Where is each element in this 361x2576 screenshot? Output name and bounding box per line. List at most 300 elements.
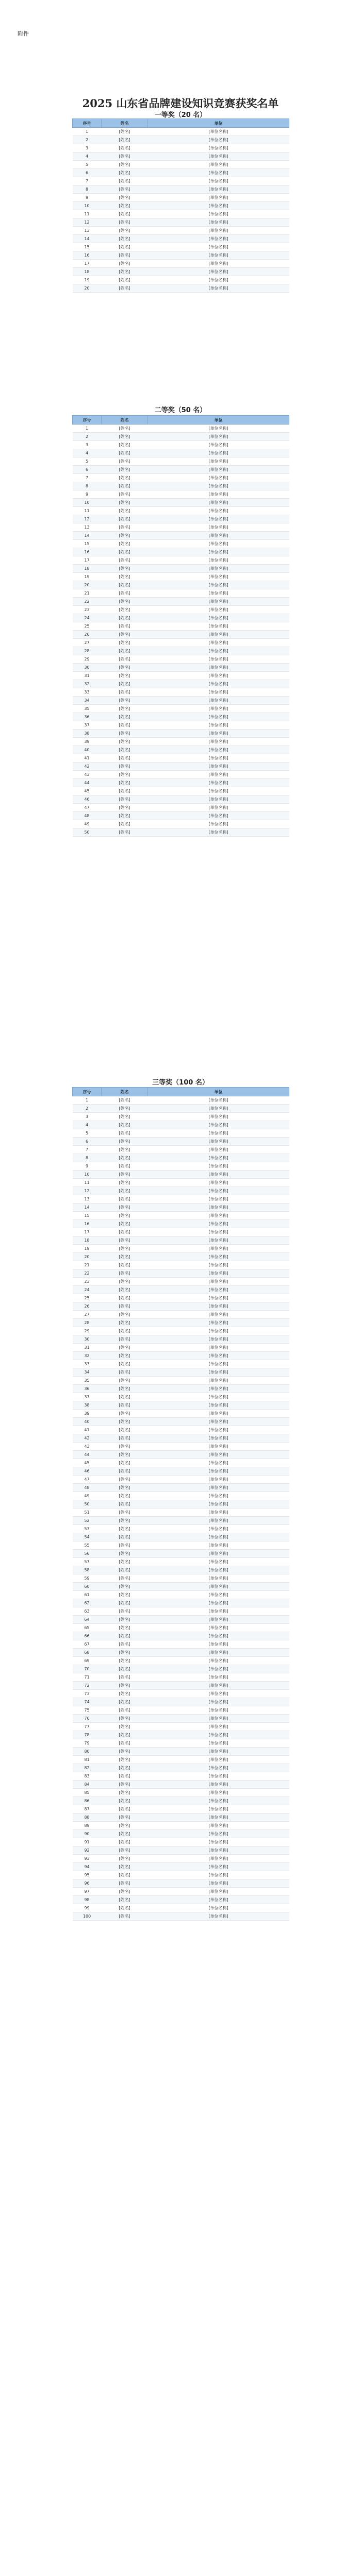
winner-name: [姓名]	[102, 1871, 148, 1879]
winner-name: [姓名]	[102, 1822, 148, 1830]
table-row	[73, 1113, 289, 1121]
winner-unit: [单位名称]	[148, 1129, 289, 1138]
row-number: 2	[73, 136, 102, 144]
row-number: 68	[73, 1649, 102, 1657]
winner-name: [姓名]	[102, 746, 148, 754]
winner-name: [姓名]	[102, 441, 148, 449]
winner-name: [姓名]	[102, 1484, 148, 1492]
winner-unit: [单位名称]	[148, 1533, 289, 1541]
winner-unit: [单位名称]	[148, 1649, 289, 1657]
row-number: 13	[73, 227, 102, 235]
winner-name: [姓名]	[102, 1632, 148, 1640]
row-number: 36	[73, 713, 102, 721]
winner-unit: [单位名称]	[148, 515, 289, 523]
winner-unit: [单位名称]	[148, 210, 289, 218]
row-number: 71	[73, 1673, 102, 1682]
winner-name: [姓名]	[102, 1154, 148, 1162]
winner-name: [姓名]	[102, 1335, 148, 1344]
row-number: 14	[73, 1204, 102, 1212]
winner-name: [姓名]	[102, 1451, 148, 1459]
table-row	[73, 556, 289, 565]
winner-name: [姓名]	[102, 647, 148, 655]
winner-unit: [单位名称]	[148, 1162, 289, 1171]
table-row	[73, 730, 289, 738]
winner-name: [姓名]	[102, 548, 148, 556]
winner-unit: [单位名称]	[148, 457, 289, 466]
table-row	[73, 713, 289, 721]
table-row	[73, 1896, 289, 1904]
winner-unit: [单位名称]	[148, 482, 289, 490]
winner-name: [姓名]	[102, 499, 148, 507]
winner-unit: [单位名称]	[148, 218, 289, 227]
winner-name: [姓名]	[102, 1805, 148, 1814]
winner-name: [姓名]	[102, 1129, 148, 1138]
row-number: 52	[73, 1517, 102, 1525]
winner-name: [姓名]	[102, 1723, 148, 1731]
table-row	[73, 762, 289, 771]
row-number: 89	[73, 1822, 102, 1830]
table-row	[73, 1401, 289, 1410]
winner-unit: [单位名称]	[148, 441, 289, 449]
winner-unit: [单位名称]	[148, 144, 289, 152]
winner-unit: [单位名称]	[148, 738, 289, 746]
table-row	[73, 631, 289, 639]
winner-unit: [单位名称]	[148, 1236, 289, 1245]
winner-unit: [单位名称]	[148, 1591, 289, 1599]
row-number: 20	[73, 284, 102, 293]
row-number: 58	[73, 1566, 102, 1574]
winner-name: [姓名]	[102, 573, 148, 581]
header-number: 序号	[73, 416, 102, 425]
winner-name: [姓名]	[102, 1302, 148, 1311]
winner-unit: [单位名称]	[148, 1748, 289, 1756]
winner-name: [姓名]	[102, 1698, 148, 1706]
winner-unit: [单位名称]	[148, 1550, 289, 1558]
table-row	[73, 820, 289, 828]
winner-name: [姓名]	[102, 1245, 148, 1253]
row-number: 74	[73, 1698, 102, 1706]
row-number: 56	[73, 1550, 102, 1558]
winner-name: [姓名]	[102, 185, 148, 194]
row-number: 2	[73, 433, 102, 441]
winner-unit: [单位名称]	[148, 136, 289, 144]
row-number: 43	[73, 771, 102, 779]
winner-unit: [单位名称]	[148, 1896, 289, 1904]
table-row	[73, 540, 289, 548]
winner-unit: [单位名称]	[148, 688, 289, 697]
row-number: 8	[73, 1154, 102, 1162]
table-row	[73, 1682, 289, 1690]
winner-unit: [单位名称]	[148, 1682, 289, 1690]
winner-unit: [单位名称]	[148, 1269, 289, 1278]
winner-unit: [单位名称]	[148, 1319, 289, 1327]
table-row	[73, 1204, 289, 1212]
winner-name: [姓名]	[102, 1509, 148, 1517]
row-number: 17	[73, 556, 102, 565]
winner-unit: [单位名称]	[148, 1212, 289, 1220]
table-row	[73, 1566, 289, 1574]
table-header-row	[73, 1088, 289, 1096]
winner-name: [姓名]	[102, 515, 148, 523]
winner-name: [姓名]	[102, 787, 148, 795]
winner-name: [姓名]	[102, 433, 148, 441]
winner-name: [姓名]	[102, 754, 148, 762]
row-number: 7	[73, 1146, 102, 1154]
row-number: 6	[73, 169, 102, 177]
winner-unit: [单位名称]	[148, 268, 289, 276]
table-row	[73, 1352, 289, 1360]
table-row	[73, 573, 289, 581]
row-number: 35	[73, 705, 102, 713]
winner-name: [姓名]	[102, 1269, 148, 1278]
winner-name: [姓名]	[102, 1690, 148, 1698]
table-row	[73, 1698, 289, 1706]
winner-unit: [单位名称]	[148, 499, 289, 507]
table-row	[73, 655, 289, 664]
winner-unit: [单位名称]	[148, 1459, 289, 1467]
winner-name: [姓名]	[102, 1162, 148, 1171]
winner-name: [姓名]	[102, 655, 148, 664]
row-number: 41	[73, 1426, 102, 1434]
row-number: 86	[73, 1797, 102, 1805]
winner-unit: [单位名称]	[148, 507, 289, 515]
winner-unit: [单位名称]	[148, 804, 289, 812]
winner-name: [姓名]	[102, 581, 148, 589]
row-number: 90	[73, 1830, 102, 1838]
winner-unit: [单位名称]	[148, 1772, 289, 1781]
winner-unit: [单位名称]	[148, 1327, 289, 1335]
table-row	[73, 1814, 289, 1822]
row-number: 26	[73, 1302, 102, 1311]
header-name: 姓名	[102, 416, 148, 425]
winner-name: [姓名]	[102, 1574, 148, 1583]
row-number: 24	[73, 614, 102, 622]
winner-unit: [单位名称]	[148, 449, 289, 457]
winner-name: [姓名]	[102, 589, 148, 598]
table-row	[73, 1616, 289, 1624]
winner-unit: [单位名称]	[148, 1401, 289, 1410]
winner-name: [姓名]	[102, 1377, 148, 1385]
winner-unit: [单位名称]	[148, 1179, 289, 1187]
table-row	[73, 1533, 289, 1541]
header-unit: 单位	[148, 1088, 289, 1096]
winner-name: [姓名]	[102, 1096, 148, 1105]
winner-name: [姓名]	[102, 1286, 148, 1294]
winner-unit: [单位名称]	[148, 1204, 289, 1212]
winner-name: [姓名]	[102, 1401, 148, 1410]
table-row	[73, 1302, 289, 1311]
table-row	[73, 680, 289, 688]
table-row	[73, 482, 289, 490]
winner-name: [姓名]	[102, 771, 148, 779]
table-row	[73, 1830, 289, 1838]
winner-name: [姓名]	[102, 1236, 148, 1245]
row-number: 16	[73, 1220, 102, 1228]
table-row	[73, 1236, 289, 1245]
winner-unit: [单位名称]	[148, 1599, 289, 1607]
winner-name: [姓名]	[102, 1121, 148, 1129]
winner-name: [姓名]	[102, 1888, 148, 1896]
table-row	[73, 523, 289, 532]
table-row	[73, 1121, 289, 1129]
row-number: 4	[73, 449, 102, 457]
winner-unit: [单位名称]	[148, 1838, 289, 1846]
row-number: 12	[73, 1187, 102, 1195]
winner-name: [姓名]	[102, 284, 148, 293]
winner-unit: [单位名称]	[148, 1195, 289, 1204]
section-heading: 一等奖（20 名）	[154, 111, 207, 119]
table-row	[73, 771, 289, 779]
table-row	[73, 647, 289, 655]
table-row	[73, 441, 289, 449]
row-number: 4	[73, 1121, 102, 1129]
winner-name: [姓名]	[102, 202, 148, 210]
table-row	[73, 1269, 289, 1278]
winner-unit: [单位名称]	[148, 1261, 289, 1269]
table-row	[73, 1591, 289, 1599]
winner-unit: [单位名称]	[148, 746, 289, 754]
row-number: 97	[73, 1888, 102, 1896]
row-number: 39	[73, 1410, 102, 1418]
row-number: 43	[73, 1443, 102, 1451]
winner-unit: [单位名称]	[148, 1566, 289, 1574]
table-row	[73, 251, 289, 260]
table-row	[73, 1748, 289, 1756]
winner-name: [姓名]	[102, 1904, 148, 1912]
row-number: 3	[73, 1113, 102, 1121]
row-number: 99	[73, 1904, 102, 1912]
table-row	[73, 284, 289, 293]
row-number: 81	[73, 1756, 102, 1764]
winner-unit: [单位名称]	[148, 680, 289, 688]
table-row	[73, 1261, 289, 1269]
table-row	[73, 746, 289, 754]
winner-name: [姓名]	[102, 639, 148, 647]
winner-name: [姓名]	[102, 1393, 148, 1401]
table-row	[73, 1154, 289, 1162]
winner-name: [姓名]	[102, 1640, 148, 1649]
winner-name: [姓名]	[102, 1113, 148, 1121]
table-row	[73, 1253, 289, 1261]
winner-name: [姓名]	[102, 490, 148, 499]
winner-name: [姓名]	[102, 556, 148, 565]
winner-name: [姓名]	[102, 1517, 148, 1525]
winner-name: [姓名]	[102, 812, 148, 820]
row-number: 47	[73, 1476, 102, 1484]
winner-unit: [单位名称]	[148, 540, 289, 548]
winner-unit: [单位名称]	[148, 1443, 289, 1451]
row-number: 44	[73, 1451, 102, 1459]
row-number: 9	[73, 490, 102, 499]
winner-unit: [单位名称]	[148, 1451, 289, 1459]
winner-name: [姓名]	[102, 1434, 148, 1443]
winner-unit: [单位名称]	[148, 1368, 289, 1377]
section-heading: 三等奖（100 名）	[152, 1079, 209, 1087]
winner-unit: [单位名称]	[148, 1187, 289, 1195]
winner-unit: [单位名称]	[148, 1616, 289, 1624]
winner-name: [姓名]	[102, 606, 148, 614]
winner-unit: [单位名称]	[148, 639, 289, 647]
winner-name: [姓名]	[102, 1566, 148, 1574]
winner-name: [姓名]	[102, 1855, 148, 1863]
row-number: 66	[73, 1632, 102, 1640]
winner-unit: [单位名称]	[148, 1096, 289, 1105]
table-row	[73, 598, 289, 606]
winner-name: [姓名]	[102, 177, 148, 185]
row-number: 29	[73, 655, 102, 664]
winner-unit: [单位名称]	[148, 532, 289, 540]
winner-name: [姓名]	[102, 152, 148, 161]
winner-name: [姓名]	[102, 457, 148, 466]
winner-unit: [单位名称]	[148, 1706, 289, 1715]
row-number: 8	[73, 482, 102, 490]
winner-name: [姓名]	[102, 1558, 148, 1566]
table-row	[73, 1360, 289, 1368]
table-row	[73, 136, 289, 144]
winner-unit: [单位名称]	[148, 185, 289, 194]
table-row	[73, 1525, 289, 1533]
winner-unit: [单位名称]	[148, 1500, 289, 1509]
row-number: 15	[73, 540, 102, 548]
winner-unit: [单位名称]	[148, 565, 289, 573]
row-number: 50	[73, 828, 102, 837]
winner-name: [姓名]	[102, 243, 148, 251]
table-row	[73, 622, 289, 631]
winner-name: [姓名]	[102, 721, 148, 730]
table-row	[73, 738, 289, 746]
row-number: 10	[73, 1171, 102, 1179]
winner-name: [姓名]	[102, 1385, 148, 1393]
winner-unit: [单位名称]	[148, 1756, 289, 1764]
row-number: 93	[73, 1855, 102, 1863]
table-row	[73, 169, 289, 177]
winner-name: [姓名]	[102, 1187, 148, 1195]
table-row	[73, 1912, 289, 1921]
row-number: 18	[73, 1236, 102, 1245]
row-number: 38	[73, 1401, 102, 1410]
row-number: 87	[73, 1805, 102, 1814]
table-row	[73, 218, 289, 227]
winner-name: [姓名]	[102, 1846, 148, 1855]
winner-name: [姓名]	[102, 169, 148, 177]
winner-unit: [单位名称]	[148, 730, 289, 738]
award-table	[72, 415, 289, 837]
table-row	[73, 449, 289, 457]
winner-name: [姓名]	[102, 1838, 148, 1846]
row-number: 75	[73, 1706, 102, 1715]
winner-unit: [单位名称]	[148, 1385, 289, 1393]
winner-name: [姓名]	[102, 1327, 148, 1335]
winner-unit: [单位名称]	[148, 1690, 289, 1698]
table-row	[73, 425, 289, 433]
table-row	[73, 1706, 289, 1715]
winner-name: [姓名]	[102, 210, 148, 218]
winner-name: [姓名]	[102, 664, 148, 672]
table-row	[73, 1731, 289, 1739]
header-name: 姓名	[102, 119, 148, 128]
winner-name: [姓名]	[102, 1789, 148, 1797]
winner-unit: [单位名称]	[148, 1352, 289, 1360]
row-number: 12	[73, 515, 102, 523]
winner-unit: [单位名称]	[148, 647, 289, 655]
table-row	[73, 1319, 289, 1327]
row-number: 21	[73, 1261, 102, 1269]
table-row	[73, 1443, 289, 1451]
row-number: 47	[73, 804, 102, 812]
winner-name: [姓名]	[102, 730, 148, 738]
winner-unit: [单位名称]	[148, 152, 289, 161]
winner-name: [姓名]	[102, 565, 148, 573]
winner-name: [姓名]	[102, 1500, 148, 1509]
row-number: 33	[73, 1360, 102, 1368]
winner-name: [姓名]	[102, 1344, 148, 1352]
row-number: 48	[73, 812, 102, 820]
row-number: 82	[73, 1764, 102, 1772]
table-row	[73, 589, 289, 598]
winner-name: [姓名]	[102, 1311, 148, 1319]
row-number: 88	[73, 1814, 102, 1822]
winner-name: [姓名]	[102, 1294, 148, 1302]
winner-unit: [单位名称]	[148, 1863, 289, 1871]
winner-unit: [单位名称]	[148, 697, 289, 705]
winner-name: [姓名]	[102, 1525, 148, 1533]
row-number: 16	[73, 548, 102, 556]
row-number: 59	[73, 1574, 102, 1583]
row-number: 45	[73, 787, 102, 795]
winner-unit: [单位名称]	[148, 1228, 289, 1236]
table-row	[73, 1855, 289, 1863]
winner-name: [姓名]	[102, 474, 148, 482]
winner-unit: [单位名称]	[148, 1657, 289, 1665]
winner-name: [姓名]	[102, 218, 148, 227]
table-row	[73, 1739, 289, 1748]
winner-name: [姓名]	[102, 425, 148, 433]
winner-unit: [单位名称]	[148, 581, 289, 589]
row-number: 42	[73, 762, 102, 771]
row-number: 5	[73, 1129, 102, 1138]
row-number: 76	[73, 1715, 102, 1723]
winner-unit: [单位名称]	[148, 251, 289, 260]
winner-unit: [单位名称]	[148, 812, 289, 820]
winner-unit: [单位名称]	[148, 1607, 289, 1616]
table-row	[73, 1599, 289, 1607]
winner-name: [姓名]	[102, 1443, 148, 1451]
table-row	[73, 433, 289, 441]
winner-name: [姓名]	[102, 227, 148, 235]
table-row	[73, 795, 289, 804]
row-number: 55	[73, 1541, 102, 1550]
winner-name: [姓名]	[102, 1673, 148, 1682]
row-number: 15	[73, 243, 102, 251]
table-row	[73, 1574, 289, 1583]
row-number: 9	[73, 1162, 102, 1171]
winner-name: [姓名]	[102, 631, 148, 639]
table-row	[73, 1195, 289, 1204]
row-number: 94	[73, 1863, 102, 1871]
winner-unit: [单位名称]	[148, 1715, 289, 1723]
winner-unit: [单位名称]	[148, 1484, 289, 1492]
table-row	[73, 1541, 289, 1550]
row-number: 20	[73, 1253, 102, 1261]
winner-name: [姓名]	[102, 1682, 148, 1690]
winner-name: [姓名]	[102, 449, 148, 457]
table-row	[73, 1146, 289, 1154]
table-row	[73, 210, 289, 218]
table-row	[73, 1212, 289, 1220]
row-number: 96	[73, 1879, 102, 1888]
table-row	[73, 787, 289, 795]
winner-name: [姓名]	[102, 1426, 148, 1434]
